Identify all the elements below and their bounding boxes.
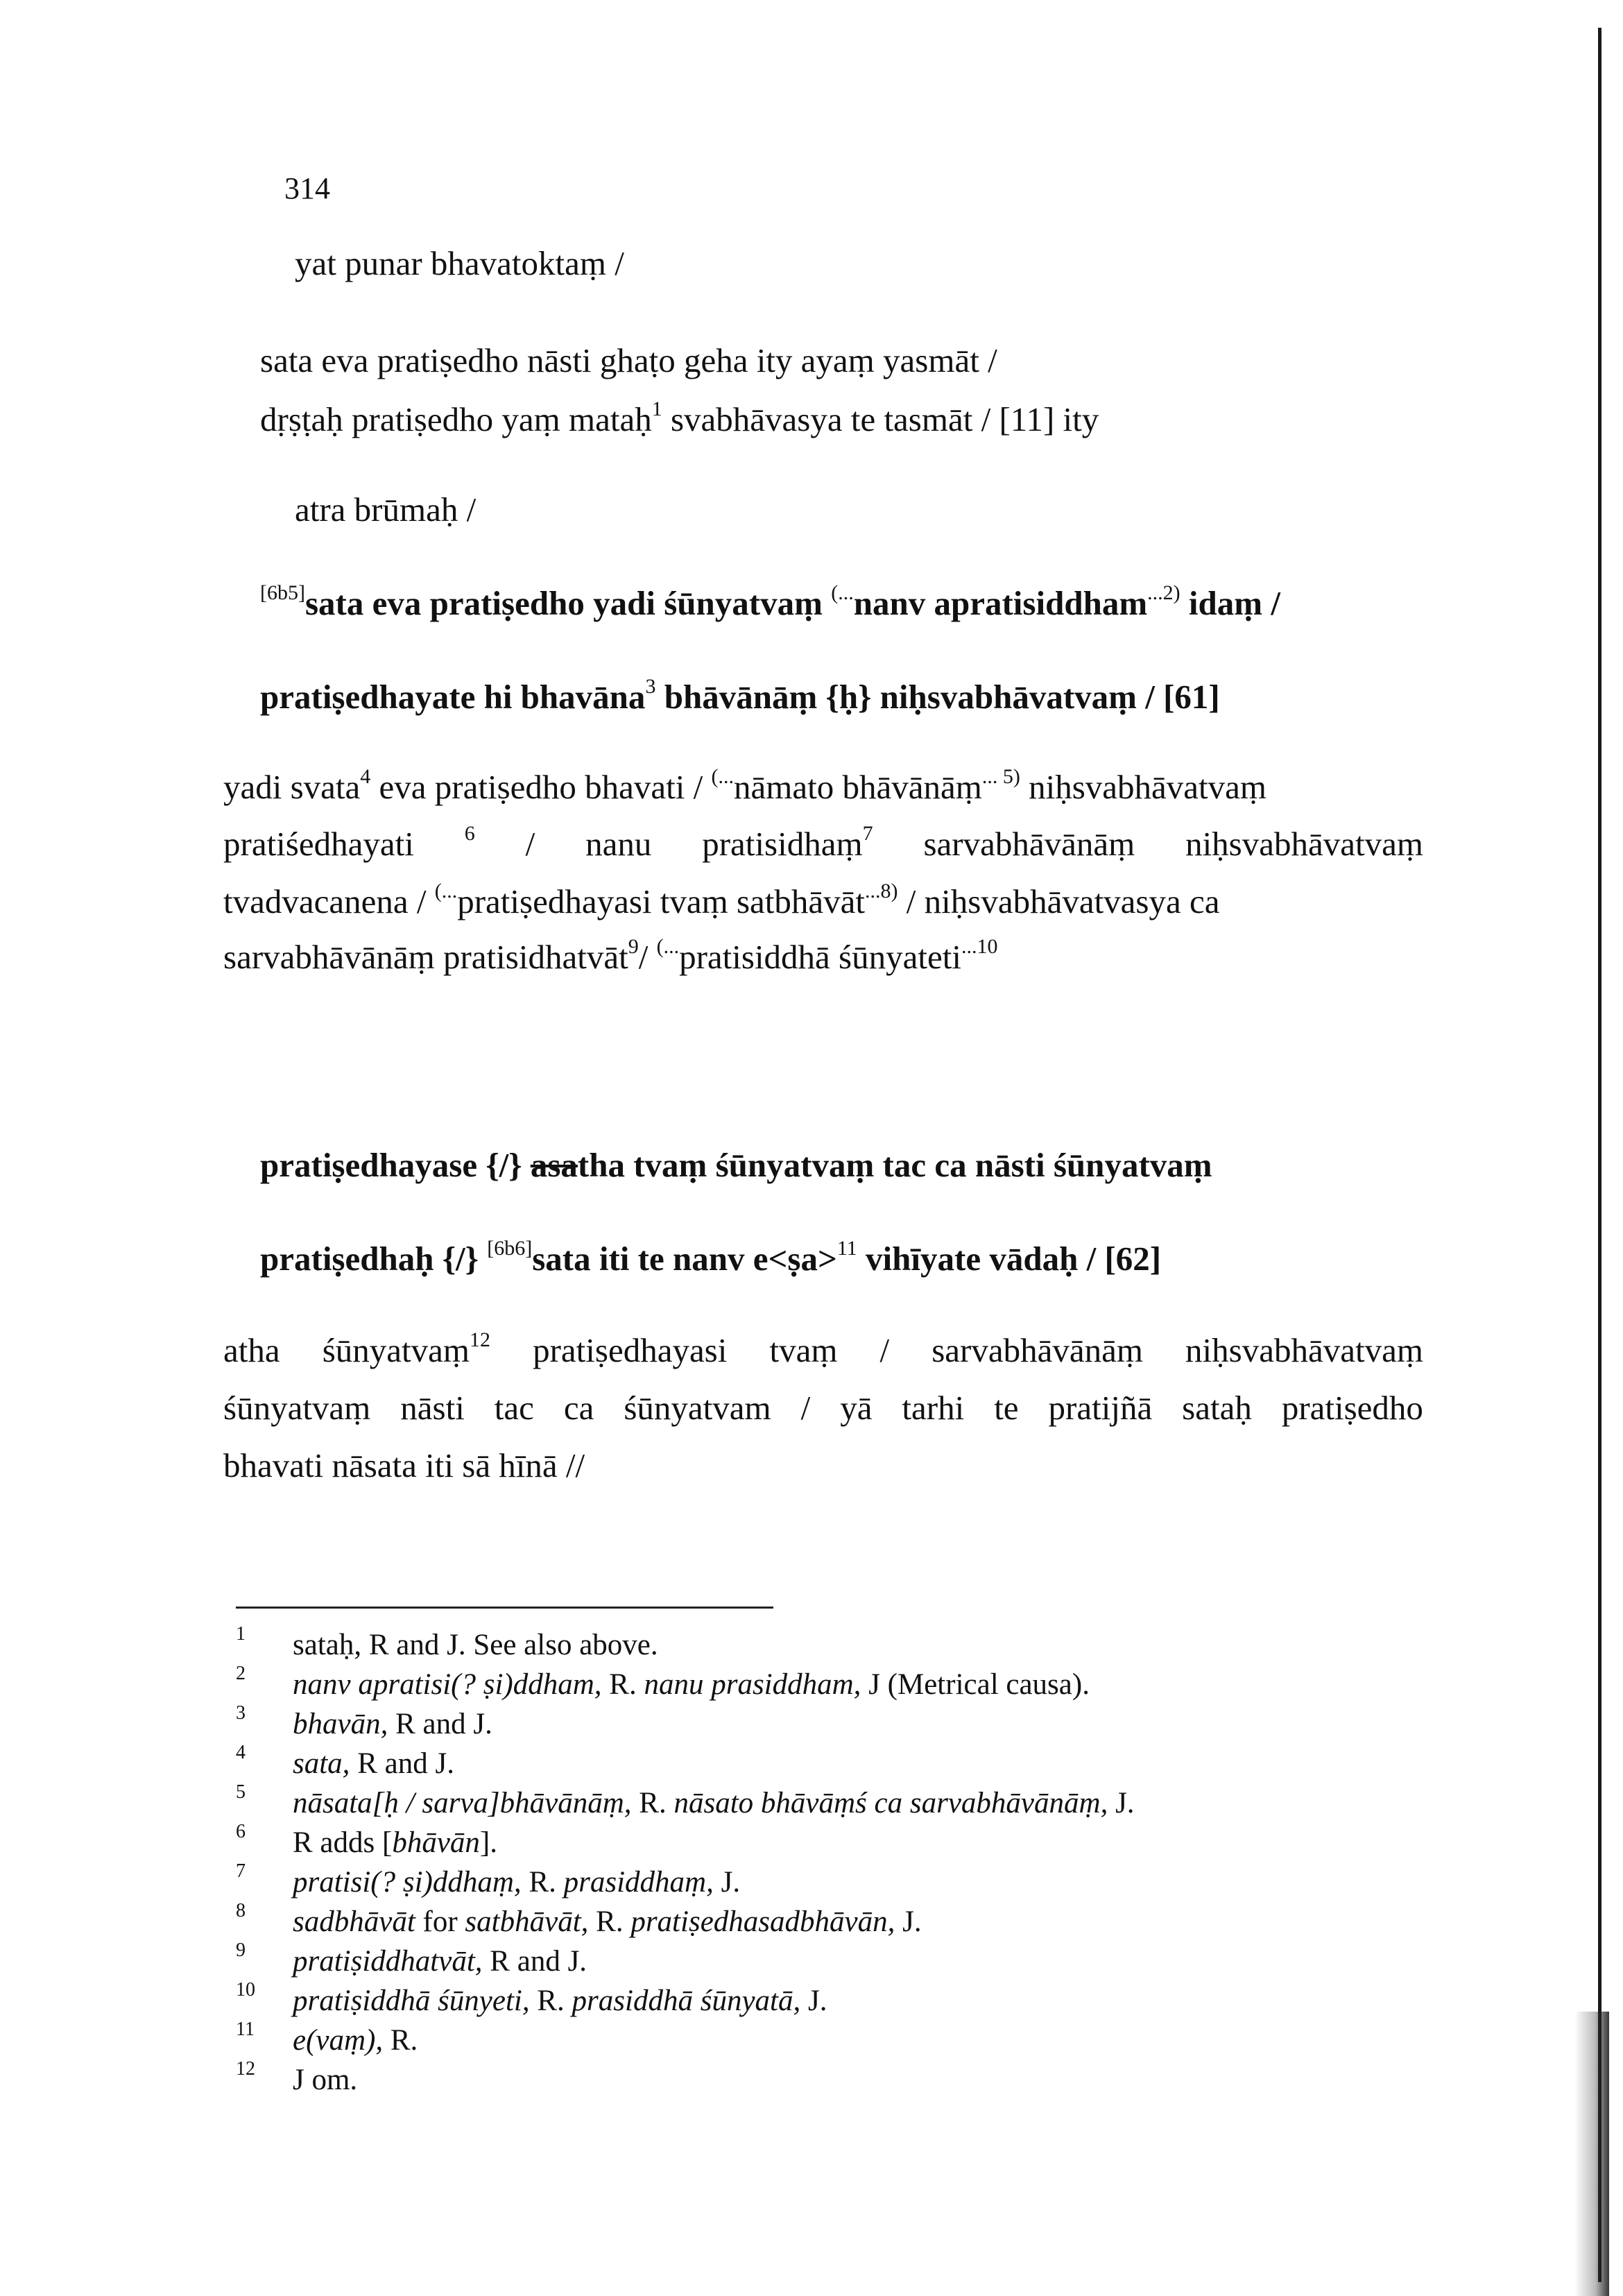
atra-line: atra brūmaḥ / [295, 490, 476, 529]
verse-62-line-2: pratiṣedhaḥ {/} [6b6]sata iti te nanv e<ṣa>$^{11}$ vihīyate vādaḥ / [62] [260, 1237, 1162, 1278]
footnote-text: R adds [bhāvān]. [293, 1826, 497, 1859]
verse-61-line-1: [6b5]sata eva pratiṣedho yadi śūnyatvaṃ (...nanv apratisiddham$^{...2)}$ idaṃ / [260, 581, 1280, 622]
footnote-number: 2 [236, 1663, 246, 1684]
verse-62-line-1: pratiṣedhayase {/} asatha tvaṃ śūnyatvaṃ tac ca nāsti śūnyatvaṃ [260, 1146, 1212, 1184]
commentary-61-line-4: sarvabhāvānāṃ pratisidhatvāt$^9$/ (...pratisiddhā śūnyateti$^{...10}$ [223, 935, 998, 976]
commentary-62-line-2: śūnyatvaṃ nāsti tac ca śūnyatvam / yā tarhi te pratijñā sataḥ pratiṣedho [223, 1389, 1423, 1427]
commentary-61-line-3: tvadvacanena / (...pratiṣedhayasi tvaṃ satbhāvāt$^{...8)}$ / niḥsvabhāvatvasya ca [223, 880, 1220, 920]
footnote-text: pratiṣiddhā śūnyeti, R. prasiddhā śūnyatā, J. [293, 1985, 827, 2017]
footnote-number: 10 [236, 1979, 255, 2001]
verse-61-line-2: pratiṣedhayate hi bhavāna$^3$ bhāvānāṃ {ḥ} niḥsvabhāvatvaṃ / [61] [260, 675, 1220, 716]
footnote-text: bhavān, R and J. [293, 1708, 492, 1740]
footnote-text: sata, R and J. [293, 1747, 454, 1780]
footnote-text: nāsata[ḥ / sarva]bhāvānāṃ, R. nāsato bhāvāṃś ca sarvabhāvānāṃ, J. [293, 1787, 1135, 1819]
footnote-text: nanv apratisi(? ṣi)ddham, R. nanu prasiddham, J (Metrical causa). [293, 1668, 1090, 1701]
footnote-number: 11 [236, 2019, 255, 2040]
commentary-62-line-3: bhavati nāsata iti sā hīnā // [223, 1446, 585, 1484]
footnote-number: 5 [236, 1781, 246, 1803]
verse-11-line-2: dṛṣṭaḥ pratiṣedho yaṃ mataḥ$^1$ svabhāvasya te tasmāt / [11] ity [260, 397, 1099, 438]
footnote-text: pratisi(? ṣi)ddhaṃ, R. prasiddhaṃ, J. [293, 1866, 741, 1899]
intro-line: yat punar bhavatoktaṃ / [295, 244, 624, 282]
verse-11-line-1: sata eva pratiṣedho nāsti ghaṭo geha ity ayaṃ yasmāt / [260, 341, 997, 379]
footnote-number: 4 [236, 1742, 246, 1763]
footnote-number: 9 [236, 1939, 246, 1961]
footnote-number: 6 [236, 1821, 246, 1842]
page-number: 314 [284, 171, 330, 205]
footnote-text: J om. [293, 2064, 358, 2096]
footnote-text: sadbhāvāt for satbhāvāt, R. pratiṣedhasadbhāvān, J. [293, 1905, 922, 1938]
footnote-number: 7 [236, 1860, 246, 1882]
commentary-61-line-1: yadi svata$^4$ eva pratiṣedho bhavati / (...nāmato bhāvānāṃ$^{... 5)}$ niḥsvabhāvatvaṃ [223, 765, 1266, 806]
page-edge-line [1598, 28, 1601, 2282]
commentary-61-line-2: pratiśedhayati $^6$ / nanu pratisidhaṃ$^7$ sarvabhāvānāṃ niḥsvabhāvatvaṃ [223, 822, 1423, 863]
footnote-separator [236, 1607, 773, 1609]
footnote-number: 1 [236, 1623, 246, 1645]
footnote-text: pratiṣiddhatvāt, R and J. [293, 1945, 587, 1978]
commentary-62-line-1: atha śūnyatvaṃ$^{12}$ pratiṣedhayasi tvaṃ / sarvabhāvānāṃ niḥsvabhāvatvaṃ [223, 1328, 1423, 1369]
footnote-text: sataḥ, R and J. See also above. [293, 1629, 658, 1661]
footnote-number: 8 [236, 1900, 246, 1921]
footnote-number: 3 [236, 1702, 246, 1724]
footnote-text: e(vaṃ), R. [293, 2024, 418, 2057]
footnote-number: 12 [236, 2058, 255, 2080]
page-edge-shadow [1574, 2012, 1609, 2296]
